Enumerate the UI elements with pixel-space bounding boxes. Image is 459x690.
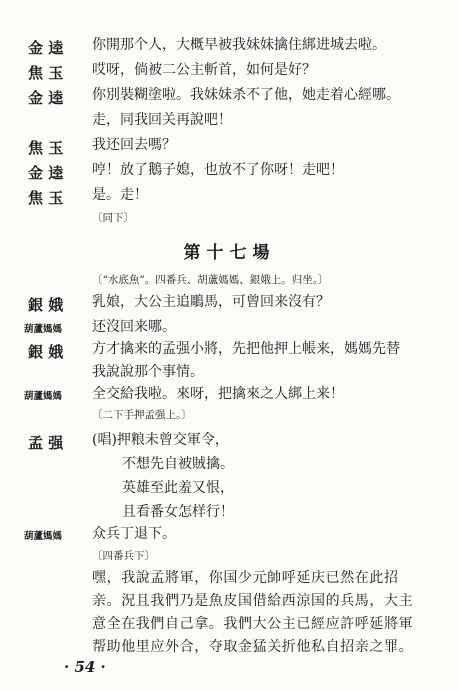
dialogue-line: 乳娘，大公主追鵰馬，可曾回来沒有？ (92, 294, 330, 310)
speaker: 焦 玉 (28, 139, 64, 157)
speaker: 金 逵 (28, 89, 64, 107)
dialogue-line: 亲。況且我們乃是魚皮国借給西涼国的兵馬，大主 (92, 593, 414, 609)
speaker: 金 逵 (28, 164, 64, 182)
dialogue-line: 方才擒来的孟强小將，先把他押上帳来，媽媽先替 (92, 341, 400, 357)
speaker: 孟 强 (28, 434, 64, 452)
verse-line: 不想先自被賊擒。 (122, 456, 234, 472)
speaker: 葫蘆媽媽 (24, 391, 63, 402)
speaker: 焦 玉 (28, 64, 64, 82)
verse-line: (唱)押粮未曾交軍令， (92, 432, 229, 448)
stage-direction: 〔“水底魚”。四番兵、胡蘆媽媽、銀娥上。归坐。〕 (92, 274, 329, 286)
dialogue-line: 我还回去嗎？ (92, 137, 176, 153)
stage-direction: 〔同下〕 (92, 212, 134, 224)
speaker: 葫蘆媽媽 (24, 324, 63, 335)
speaker: 葫蘆媽媽 (24, 531, 63, 542)
dialogue-line: 众兵丁退下。 (92, 526, 176, 542)
stage-direction: 〔二下手押孟强上。〕 (92, 409, 192, 421)
verse-line: 英雄至此羞又恨， (122, 480, 234, 496)
dialogue-line: 哼！放了鵝子媳，也放不了你呀！走吧！ (92, 162, 344, 178)
dialogue-line: 你開那个人，大概早被我妹妹擒住綁进城去啦。 (92, 37, 386, 53)
dialogue-line: 意全在我們自己拿。我們大公主已經应許呼延將軍 (92, 616, 414, 632)
dialogue-line: 你別裝糊塗啦。我妹妹杀不了他，她走着心經哪。 (92, 87, 400, 103)
dialogue-line: 嘿，我說孟將軍，你国少元帥呼延庆已然在此招 (92, 570, 399, 586)
dialogue-line: 我說說那个事情。 (92, 364, 204, 380)
scene-title: 第十七場 (183, 243, 276, 263)
page-number: · 54 · (64, 658, 106, 676)
dialogue-line: 走，同我回关再說吧！ (92, 112, 232, 128)
dialogue-line: 是。走！ (92, 187, 148, 203)
dialogue-line: 全交給我啦。來呀，把擒來之人綁上来！ (92, 386, 344, 402)
speaker: 焦 玉 (28, 189, 64, 207)
dialogue-line: 帮助他里应外合，夺取金猛关折他私自招亲之罪。 (92, 639, 414, 655)
speaker: 金 逵 (28, 39, 64, 57)
dialogue-line: 哎呀，倘被二公主斬首，如何是好？ (92, 62, 316, 78)
speaker: 銀 娥 (28, 296, 64, 314)
stage-direction: 〔四番兵下〕 (92, 550, 155, 562)
verse-line: 且看番女怎样行！ (122, 504, 234, 520)
speaker: 銀 娥 (28, 343, 64, 361)
dialogue-line: 还沒回来哪。 (92, 319, 176, 335)
